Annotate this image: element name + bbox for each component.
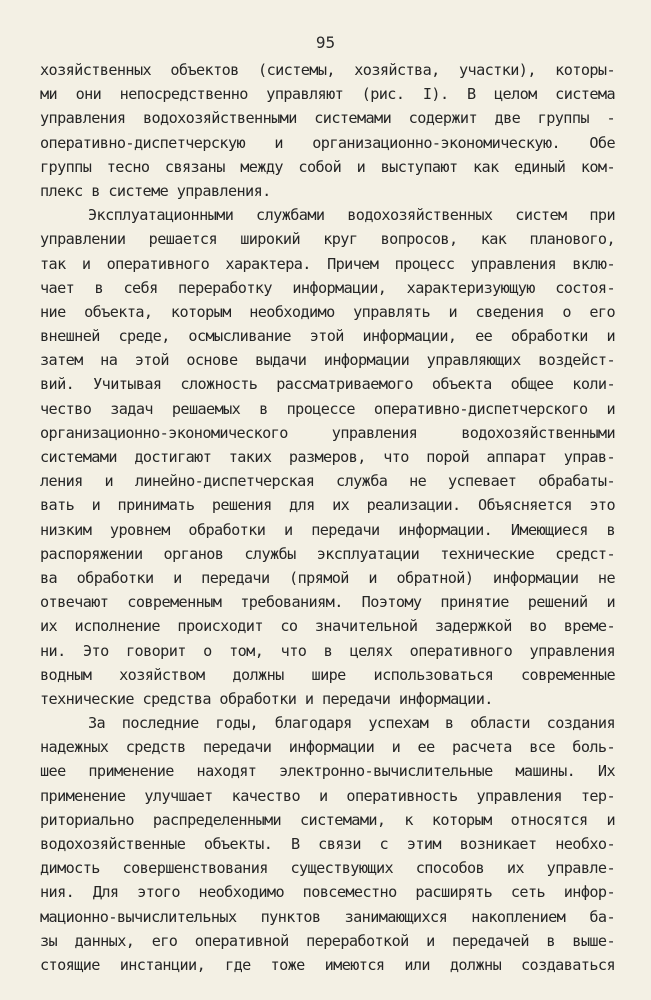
text-line: ния. Для этого необходимо повсеместно расширять сеть инфор- <box>40 883 615 902</box>
text-line: управления водохозяйственными системами содержит две группы - <box>40 109 615 128</box>
text-line: ни. Это говорит о том, что в целях оперативного управления <box>40 641 615 660</box>
text-line: так и оперативного характера. Причем процесс управления вклю- <box>40 254 615 273</box>
paragraph-1 <box>40 58 615 203</box>
text-line: водным хозяйством должны шире использоваться современные <box>40 665 615 684</box>
text-line: димость совершенствования существующих способов их управле- <box>40 859 615 878</box>
text-line: внешней среде, осмысливание этой информации, ее обработки и <box>40 327 615 346</box>
page-number: 95 <box>315 33 336 52</box>
text-line: шее применение находят электронно-вычислительные машины. Их <box>40 762 615 781</box>
text-line: оперативно-диспетчерскую и организационно-экономическую. Обе <box>40 133 615 152</box>
text-line: ления и линейно-диспетчерская служба не успевает обрабаты- <box>40 472 615 491</box>
text-line <box>40 711 615 735</box>
text-line: чает в себя переработку информации, характеризующую состоя- <box>40 278 615 297</box>
text-line: чество задач решаемых в процессе оперативно-диспетчерского и <box>40 399 615 418</box>
text-line: хозяйственных объектов (системы, хозяйства, участки), которы- <box>40 61 615 79</box>
text-line: низким уровнем обработки и передачи информации. Имеющиеся в <box>40 520 615 539</box>
text-line: ва обработки и передачи (прямой и обратной) информации не <box>40 568 615 587</box>
text-line: стоящие инстанции, где тоже имеются или должны создаваться <box>40 955 615 974</box>
text-line: технические средства обработки и передачи информации. <box>40 689 493 708</box>
text-line: вий. Учитывая сложность рассматриваемого объекта общее коли- <box>40 375 615 394</box>
text-line: их исполнение происходит со значительной задержкой во време- <box>40 617 615 636</box>
text-line: ние объекта, которым необходимо управлять и сведения о его <box>40 302 615 321</box>
body-text <box>40 58 615 977</box>
text-line: применение улучшает качество и оперативность управления тер- <box>40 786 615 805</box>
text-line: затем на этой основе выдачи информации управляющих воздейст- <box>40 351 615 370</box>
text-line: распоряжении органов службы эксплуатации технические средст- <box>40 544 615 563</box>
text-line-content: За последние годы, благодаря успехам в области создания <box>88 714 615 733</box>
text-line: мационно-вычислительных пунктов занимающихся накоплением ба- <box>40 907 615 926</box>
paragraph-2 <box>40 203 615 711</box>
text-line: водохозяйственные объекты. В связи с этим возникает необхо- <box>40 835 615 853</box>
text-line: системами достигают таких размеров, что порой аппарат управ- <box>40 448 615 466</box>
text-line: организационно-экономического управления водохозяйственными <box>40 423 615 442</box>
text-line: зы данных, его оперативной переработкой и передачей в выше- <box>40 931 615 950</box>
text-line <box>40 203 615 227</box>
paragraph-3 <box>40 711 615 977</box>
text-line: группы тесно связаны между собой и выступают как единый ком- <box>40 157 615 176</box>
text-line: вать и принимать решения для их реализации. Объясняется это <box>40 496 615 515</box>
text-line: отвечают современным требованиям. Поэтому принятие решений и <box>40 593 615 612</box>
text-line-content: Эксплуатационными службами водохозяйственных систем при <box>88 206 615 225</box>
text-line: плекс в системе управления. <box>40 181 271 200</box>
text-line: ми они непосредственно управляют (рис. I). В целом система <box>40 85 615 104</box>
text-line: управлении решается широкий круг вопросов, как планового, <box>40 230 615 249</box>
text-line: риториально распределенными системами, к которым относятся и <box>40 810 615 829</box>
text-line: надежных средств передачи информации и ее расчета все боль- <box>40 738 615 757</box>
